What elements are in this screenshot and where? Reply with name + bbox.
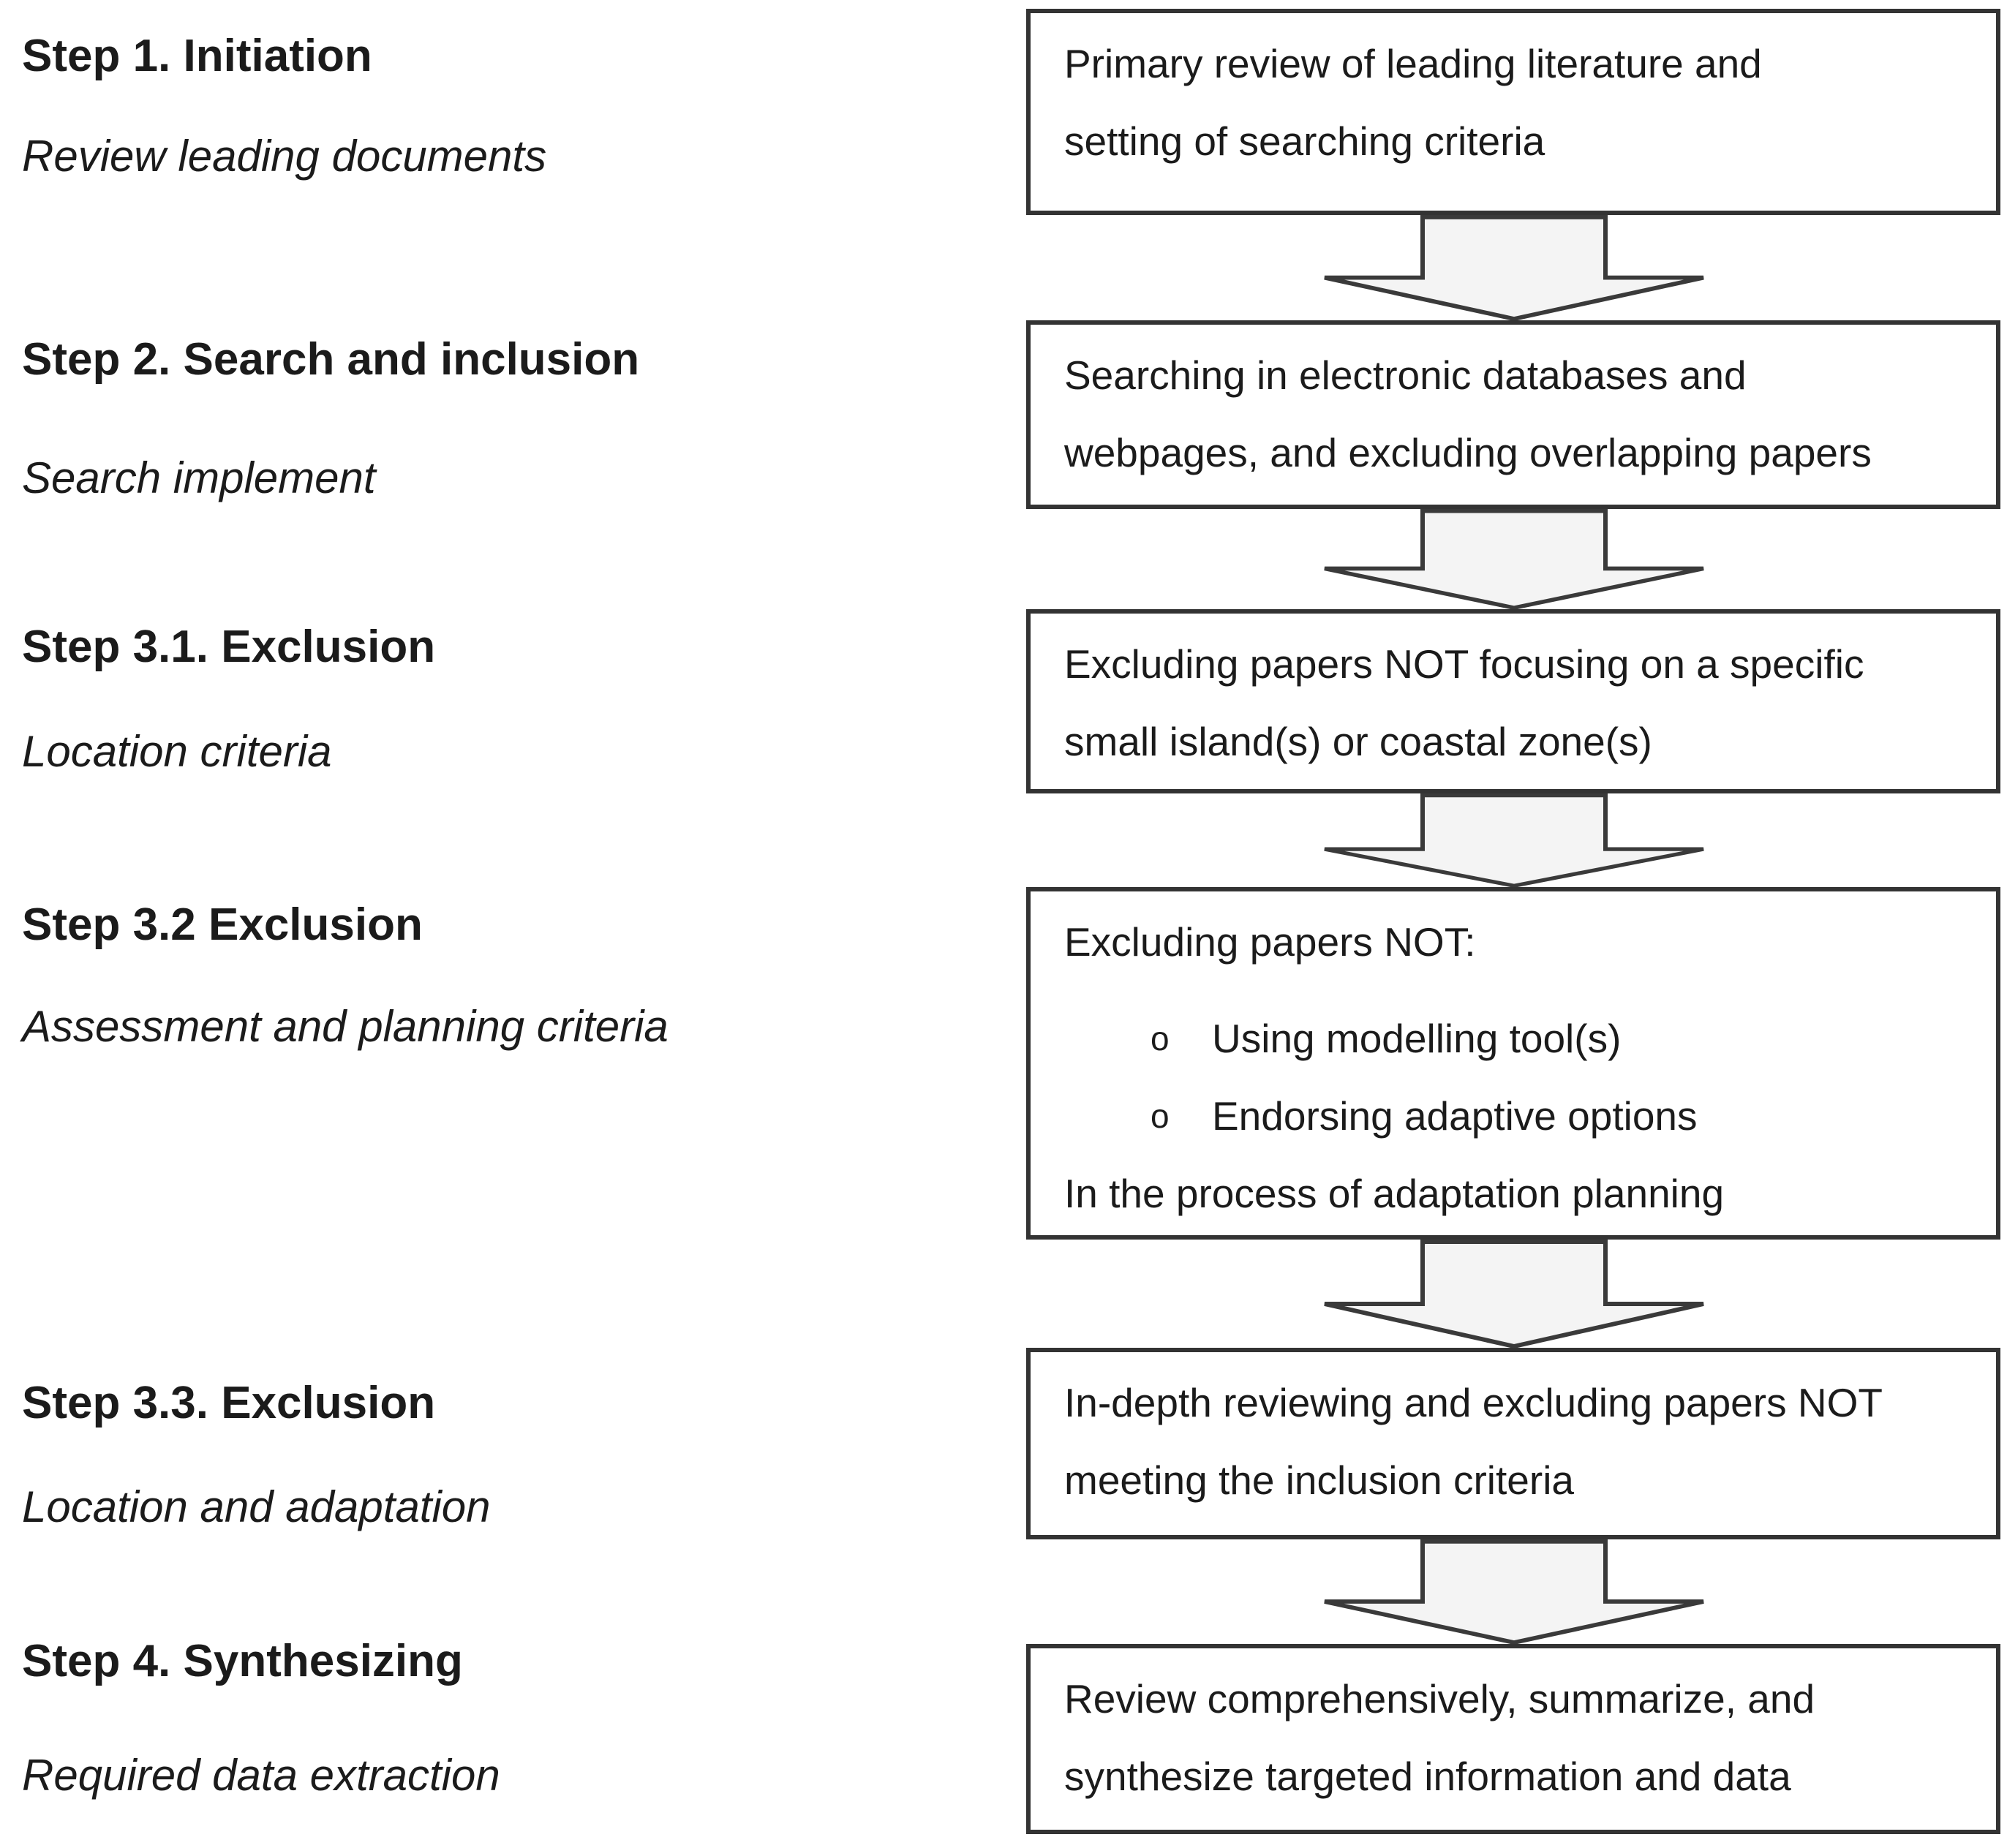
flow-box-step-3-1 <box>1026 609 2000 793</box>
step-4-title: Step 4. Synthesizing <box>22 1636 463 1686</box>
flow-box-step-3-3 <box>1026 1348 2000 1539</box>
flow-box-text: In the process of adaptation planning <box>1064 1171 1725 1216</box>
step-1-title: Step 1. Initiation <box>22 31 372 81</box>
bullet-list <box>1064 1000 1962 1155</box>
flow-box-text: In-depth reviewing and excluding papers NOT <box>1064 1380 1883 1425</box>
step-2-subtitle: Search implement <box>22 453 376 502</box>
flow-box-step-2 <box>1026 320 2000 509</box>
bullet-text: Endorsing adaptive options <box>1212 1093 1698 1139</box>
step-3-3-subtitle: Location and adaptation <box>22 1482 491 1531</box>
down-arrow-icon <box>1322 793 1706 887</box>
down-arrow-icon <box>1322 1240 1706 1348</box>
flow-box-step-3-2 <box>1026 887 2000 1240</box>
bullet-item <box>1064 1077 1962 1155</box>
down-arrow-icon <box>1322 509 1706 609</box>
bullet-marker: o <box>1151 1097 1170 1135</box>
down-arrow-icon <box>1322 1539 1706 1644</box>
step-3-2-subtitle: Assessment and planning criteria <box>22 1002 669 1051</box>
bullet-marker: o <box>1151 1019 1170 1057</box>
step-3-2-title: Step 3.2 Exclusion <box>22 900 423 950</box>
down-arrow-icon <box>1322 215 1706 320</box>
flow-box-text: meeting the inclusion criteria <box>1064 1457 1575 1503</box>
step-3-1-title: Step 3.1. Exclusion <box>22 622 436 672</box>
flow-box-step-4 <box>1026 1644 2000 1834</box>
flow-box-text: Excluding papers NOT: <box>1064 919 1476 965</box>
flow-box-text: Review comprehensively, summarize, and <box>1064 1676 1815 1721</box>
bullet-text: Using modelling tool(s) <box>1212 1016 1622 1061</box>
flow-box-text: Searching in electronic databases and <box>1064 352 1747 398</box>
flow-box-text: synthesize targeted information and data <box>1064 1754 1791 1799</box>
step-4-subtitle: Required data extraction <box>22 1751 500 1800</box>
flow-box-text: webpages, and excluding overlapping papers <box>1064 430 1872 475</box>
flow-box-text: setting of searching criteria <box>1064 118 1545 164</box>
flow-box-step-1 <box>1026 9 2000 215</box>
step-3-1-subtitle: Location criteria <box>22 727 332 776</box>
flow-box-text: Primary review of leading literature and <box>1064 41 1762 86</box>
flow-box-text: Excluding papers NOT focusing on a specific <box>1064 641 1864 687</box>
flow-box-text: small island(s) or coastal zone(s) <box>1064 719 1652 764</box>
step-3-3-title: Step 3.3. Exclusion <box>22 1378 436 1428</box>
step-2-title: Step 2. Search and inclusion <box>22 334 640 385</box>
bullet-item <box>1064 1000 1962 1077</box>
step-1-subtitle: Review leading documents <box>22 132 547 181</box>
